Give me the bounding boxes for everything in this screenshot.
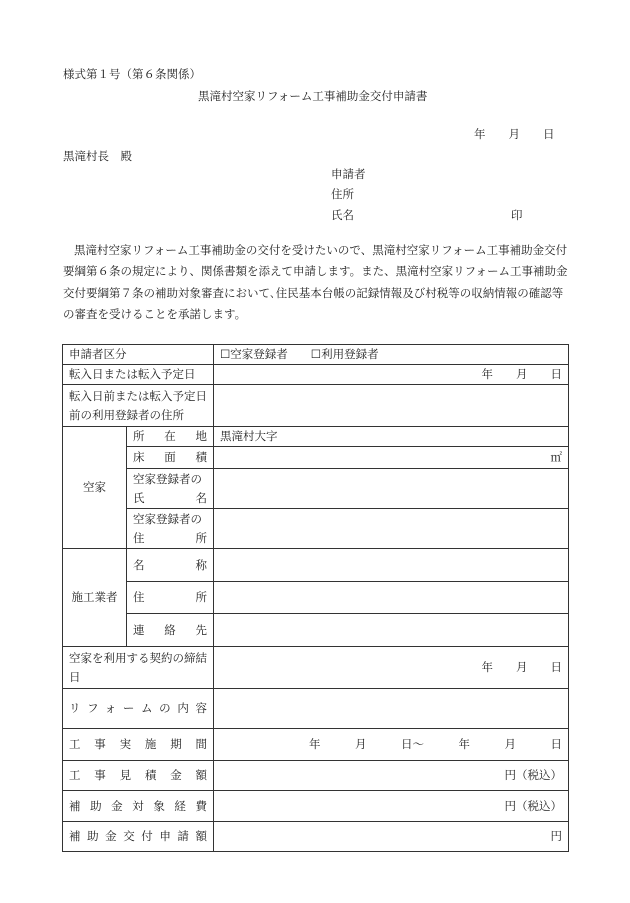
contractor-name-label: 名称	[127, 549, 214, 582]
addressee: 黒滝村長 殿	[63, 149, 132, 163]
prior-address-field[interactable]	[214, 385, 569, 427]
form-title: 黒滝村空家リフォーム工事補助金交付申請書	[198, 89, 428, 103]
applicant-address-label: 住所	[331, 187, 354, 201]
contractor-contact-field[interactable]	[214, 614, 569, 647]
owner-address-label	[127, 509, 214, 549]
owner-name-label-line2: 氏名	[133, 490, 207, 505]
contractor-group: 施工業者	[63, 549, 127, 647]
reform-content-label: リフォームの内容	[63, 689, 214, 729]
floor-area-field[interactable]: ㎡	[214, 447, 569, 469]
row-contractor-address	[63, 582, 569, 614]
applicant-type-options[interactable]: ☐空家登録者 ☐利用登録者	[214, 345, 569, 365]
requested-amount-label: 補助金交付申請額	[63, 822, 214, 852]
contractor-address-field[interactable]	[214, 582, 569, 614]
prior-address-label: 転入日前または転入予定日前の利用登録者の住所	[63, 385, 214, 427]
applicant-type-label: 申請者区分	[63, 345, 214, 365]
eligible-cost-label: 補助金対象経費	[63, 791, 214, 822]
contractor-name-field[interactable]	[214, 549, 569, 582]
move-in-date-field[interactable]: 年 月 日	[214, 365, 569, 385]
row-contractor-contact	[63, 614, 569, 647]
move-in-date-label: 転入日または転入予定日	[63, 365, 214, 385]
row-contractor-name	[63, 549, 569, 582]
estimate-field[interactable]: 円（税込）	[214, 761, 569, 791]
declaration-text: 黒滝村空家リフォーム工事補助金の交付を受けたいので、黒滝村空家リフォーム工事補助金交付要綱第６条の規定により、関係書類を添えて申請します。また、黒滝村空家リフォーム工事補助金交付要綱第７条の補助対象審査において､住民基本台帳の記録情報及び村税等の収納情報の確認等の審査を受けることを承諾します。	[63, 243, 568, 321]
floor-area-label: 床面積	[127, 447, 214, 469]
owner-address-field[interactable]	[214, 509, 569, 549]
row-eligible-cost	[63, 791, 569, 822]
contract-date-label: 空家を利用する契約の締結日	[63, 647, 214, 689]
form-number: 様式第１号（第６条関係）	[63, 67, 201, 81]
row-owner-name	[63, 469, 569, 509]
row-work-period	[63, 729, 569, 761]
owner-address-label-line2: 住所	[133, 530, 207, 545]
row-move-in-date	[63, 365, 569, 385]
estimate-label: 工事見積金額	[63, 761, 214, 791]
requested-amount-field[interactable]: 円	[214, 822, 569, 852]
owner-address-label-line1: 空家登録者の	[133, 511, 202, 526]
row-owner-address	[63, 509, 569, 549]
location-label: 所在地	[127, 427, 214, 447]
row-reform-content	[63, 689, 569, 729]
owner-name-label	[127, 469, 214, 509]
contract-date-field[interactable]: 年 月 日	[214, 647, 569, 689]
contractor-address-label: 住所	[127, 582, 214, 614]
owner-name-label-line1: 空家登録者の	[133, 471, 202, 486]
row-contract-date	[63, 647, 569, 689]
row-prior-address	[63, 385, 569, 427]
vacant-house-group: 空家	[63, 427, 127, 549]
applicant-label: 申請者	[331, 167, 366, 181]
eligible-cost-field[interactable]: 円（税込）	[214, 791, 569, 822]
row-location	[63, 427, 569, 447]
owner-name-field[interactable]	[214, 469, 569, 509]
application-table	[62, 344, 569, 852]
applicant-name-label: 氏名	[331, 208, 354, 222]
row-estimate	[63, 761, 569, 791]
location-field[interactable]: 黒滝村大字	[214, 427, 569, 447]
seal-mark: 印	[511, 208, 523, 222]
work-period-label: 工事実施期間	[63, 729, 214, 761]
contractor-contact-label: 連絡先	[127, 614, 214, 647]
row-applicant-type	[63, 345, 569, 365]
work-period-field[interactable]: 年 月 日～ 年 月 日	[214, 729, 569, 761]
date-line: 年 月 日	[474, 127, 555, 141]
row-requested-amount	[63, 822, 569, 852]
row-floor-area	[63, 447, 569, 469]
reform-content-field[interactable]	[214, 689, 569, 729]
